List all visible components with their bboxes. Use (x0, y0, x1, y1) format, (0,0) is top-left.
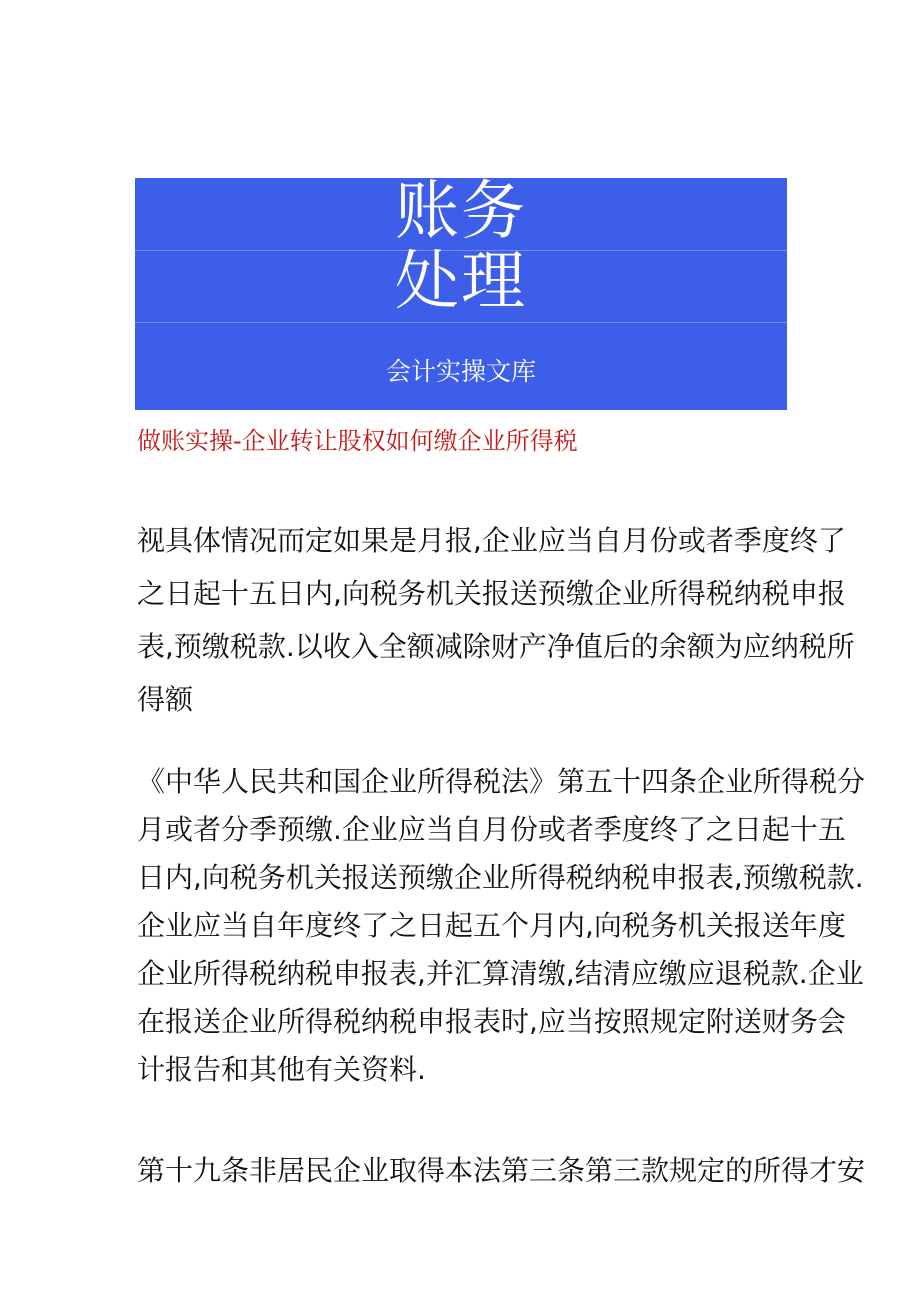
text-line: 企业所得税纳税申报表,并汇算清缴,结清应缴应退税款.企业 (137, 957, 864, 990)
text-line: 企业应当自年度终了之日起五个月内,向税务机关报送年度 (137, 909, 846, 942)
paragraph-1 (137, 514, 855, 726)
paragraph-2 (137, 758, 866, 1094)
cover-banner (135, 178, 787, 410)
text-line: 月或者分季预缴.企业应当自月份或者季度终了之日起十五 (137, 813, 846, 846)
banner-title-line-2: 处理 (395, 245, 527, 319)
text-line: 得额 (137, 683, 194, 716)
text-line: 在报送企业所得税纳税申报表时,应当按照规定附送财务会 (137, 1005, 846, 1038)
text-line: 表,预缴税款.以收入全额减除财产净值后的余额为应纳税所 (137, 630, 855, 663)
banner-subtitle: 会计实操文库 (385, 357, 536, 386)
text-line: 之日起十五日内,向税务机关报送预缴企业所得税纳税申报 (137, 577, 846, 610)
banner-divider (135, 322, 787, 323)
text-line: 《中华人民共和国企业所得税法》第五十四条企业所得税分 (137, 765, 866, 798)
text-line: 第十九条非居民企业取得本法第三条第三款规定的所得才安 (137, 1154, 866, 1187)
paragraph-3 (137, 1144, 866, 1197)
text-line: 计报告和其他有关资料. (137, 1053, 426, 1086)
document-title: 做账实操-企业转让股权如何缴企业所得税 (137, 427, 578, 455)
text-line: 日内,向税务机关报送预缴企业所得税纳税申报表,预缴税款. (137, 861, 864, 894)
banner-title-line-1: 账务 (395, 178, 527, 249)
text-line: 视具体情况而定如果是月报,企业应当自月份或者季度终了 (137, 524, 846, 557)
